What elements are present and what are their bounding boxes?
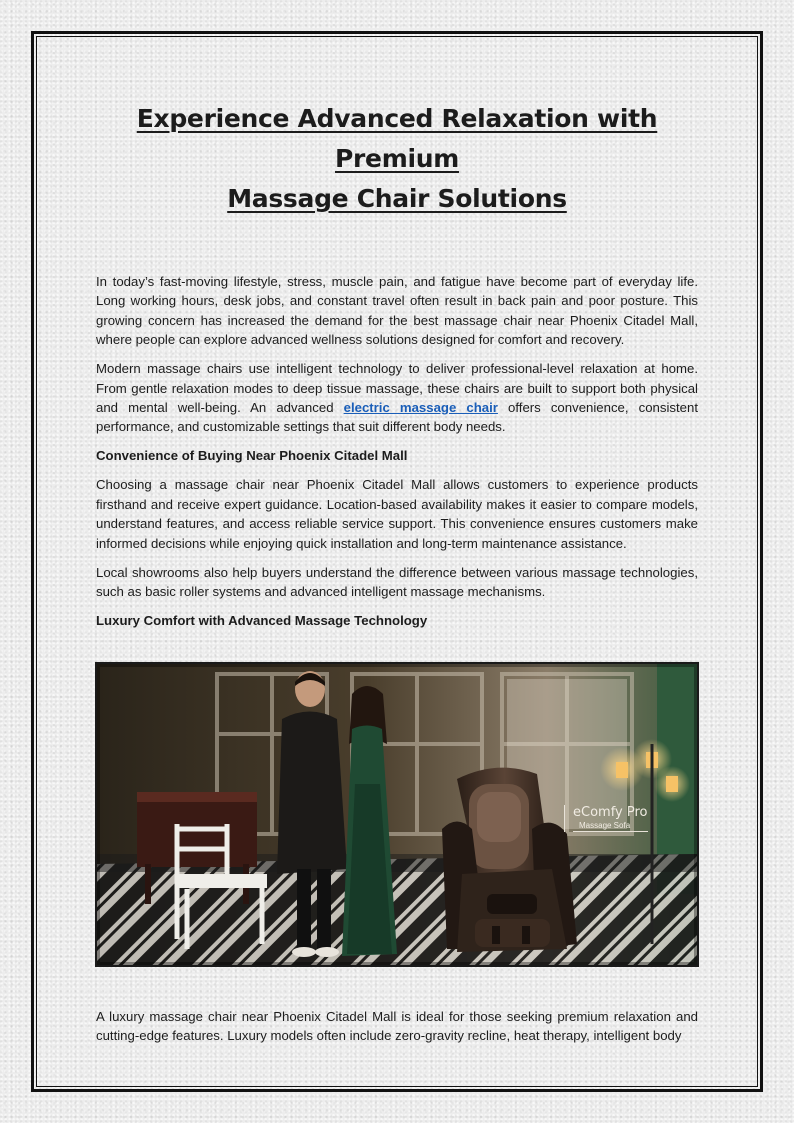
paragraph-modern-chairs — [96, 359, 698, 437]
heading-luxury-comfort: Luxury Comfort with Advanced Massage Technology — [96, 613, 428, 629]
document-content — [96, 96, 698, 1055]
page-title — [96, 99, 698, 219]
title-line-1: Experience Advanced Relaxation with Premium — [136, 104, 658, 173]
paragraph-text: offers convenience, consistent performance, and customizable settings that suit different body needs. — [96, 400, 699, 435]
title-line-2: Massage Chair Solutions — [227, 184, 567, 213]
electric-massage-chair-link[interactable]: electric massage chair — [343, 400, 498, 416]
article-continued — [96, 1007, 698, 1046]
paragraph-text: Modern massage chairs use intelligent technology to deliver professional-level relaxation at home. From gentle relaxation modes to deep tissue massage, these chairs are built to support both physical and mental well-being. An advanced — [96, 361, 698, 416]
paragraph-intro: In today’s fast-moving lifestyle, stress, muscle pain, and fatigue have become part of everyday life. Long working hours, desk jobs, and constant travel often result in back pain and poor posture. This growing concern has increased the demand for the best massage chair near Phoenix Citadel Mall, where people can explore advanced wellness solutions designed for comfort and recovery. — [96, 274, 698, 348]
brand-subtitle: Massage Sofa — [573, 820, 648, 832]
article-body — [96, 272, 698, 1046]
brand-name: eComfy Pro — [573, 805, 648, 821]
heading-convenience: Convenience of Buying Near Phoenix Citadel Mall — [96, 448, 408, 464]
paragraph-luxury: A luxury massage chair near Phoenix Citadel Mall is ideal for those seeking premium relaxation and cutting-edge features. Luxury models often include zero-gravity recline, heat therapy, intelligent body — [96, 1009, 698, 1044]
paragraph-convenience: Choosing a massage chair near Phoenix Citadel Mall allows customers to experience products firsthand and receive expert guidance. Location-based availability makes it easier to compare models, understand features, and access reliable service support. This convenience ensures customers make informed decisions while enjoying quick installation and long-term maintenance assistance. — [96, 477, 698, 551]
massage-chair-photo — [95, 662, 699, 967]
paragraph-showrooms: Local showrooms also help buyers understand the difference between various massage technologies, such as basic roller systems and advanced intelligent massage mechanisms. — [96, 564, 698, 600]
brand-caption — [564, 805, 648, 832]
